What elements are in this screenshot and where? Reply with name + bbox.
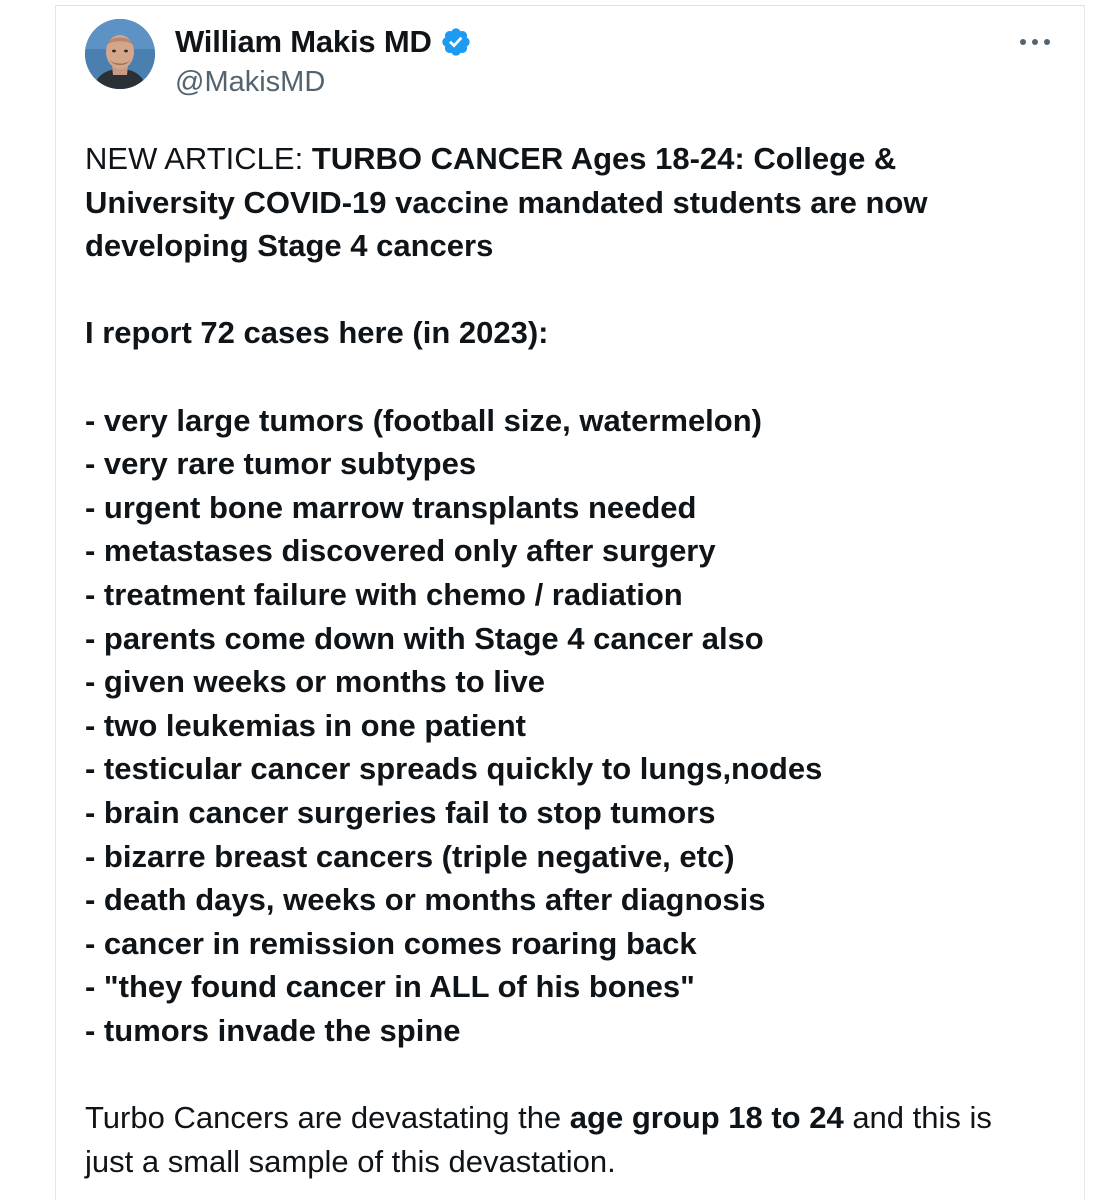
more-options-icon <box>1017 37 1053 47</box>
avatar-photo-icon <box>85 19 155 89</box>
author-handle[interactable]: @MakisMD <box>175 66 326 98</box>
author-name-row[interactable] <box>175 22 472 62</box>
list-item: - metastases discovered only after surgery <box>85 533 716 569</box>
list-item: - bizarre breast cancers (triple negative, etc) <box>85 838 735 874</box>
verified-badge-icon[interactable] <box>440 26 472 58</box>
list-item: - tumors invade the spine <box>85 1012 461 1048</box>
tweet-text <box>85 137 1045 1183</box>
intro-paragraph <box>85 137 1045 268</box>
closing-bold: age group 18 to 24 <box>569 1100 844 1136</box>
list-item: - very large tumors (football size, watermelon) <box>85 402 762 438</box>
avatar[interactable] <box>85 19 155 89</box>
list-item: - death days, weeks or months after diagnosis <box>85 882 766 918</box>
list-item: - given weeks or months to live <box>85 664 545 700</box>
list-item: - testicular cancer spreads quickly to lungs,nodes <box>85 751 823 787</box>
list-item: - treatment failure with chemo / radiation <box>85 576 683 612</box>
closing-suffix: and this is just a small sample of this devastation. <box>85 1100 992 1179</box>
closing-prefix: Turbo Cancers are devastating the <box>85 1100 570 1136</box>
list-item: - parents come down with Stage 4 cancer also <box>85 620 764 656</box>
list-item: - cancer in remission comes roaring back <box>85 925 697 961</box>
tweet-card <box>55 5 1085 1200</box>
intro-prefix: NEW ARTICLE: <box>85 141 312 176</box>
author-display-name[interactable]: William Makis MD <box>175 24 432 59</box>
list-item: - very rare tumor subtypes <box>85 446 477 482</box>
list-item: - brain cancer surgeries fail to stop tumors <box>85 794 716 830</box>
list-item: - urgent bone marrow transplants needed <box>85 489 697 525</box>
article-title: TURBO CANCER Ages 18-24: College & University COVID-19 vaccine mandated students are now developing Stage 4 cancers <box>85 141 928 264</box>
list-item: - two leukemias in one patient <box>85 707 526 743</box>
report-line: I report 72 cases here (in 2023): <box>85 315 549 351</box>
list-item: - "they found cancer in ALL of his bones" <box>85 969 695 1005</box>
more-options-button[interactable] <box>1017 24 1053 60</box>
symptom-list <box>85 399 1045 1053</box>
closing-paragraph <box>85 1096 1045 1183</box>
